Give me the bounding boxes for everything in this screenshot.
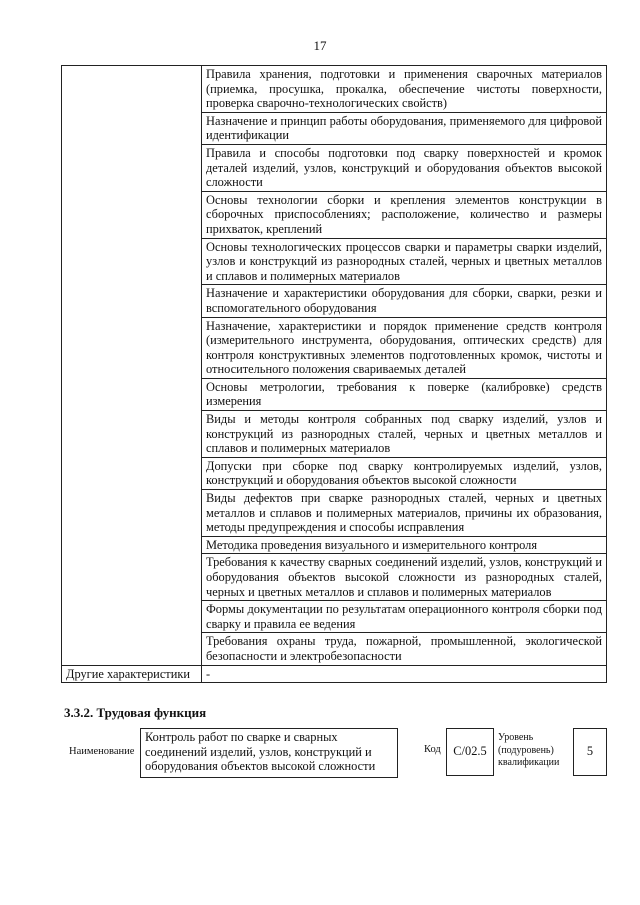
other-characteristics-value: - <box>202 665 607 683</box>
requirement-cell: Допуски при сборке под сварку контролируемых изделий, узлов, конструкций и оборудования объектов высокой сложности <box>202 457 607 489</box>
code-label: Код <box>424 744 441 755</box>
name-label: Наименование <box>69 746 135 757</box>
level-box: 5 <box>573 728 607 776</box>
requirement-cell: Назначение и характеристики оборудования для сборки, сварки, резки и вспомогательного оборудования <box>202 285 607 317</box>
code-box: С/02.5 <box>446 728 494 776</box>
level-label: Уровень (подуровень) квалификации <box>498 732 560 768</box>
requirement-cell: Правила хранения, подготовки и применения сварочных материалов (приемка, просушка, прокалка, обеспечение чистоты поверхности, проверка сварочно-технологических свойств) <box>202 66 607 113</box>
requirement-cell: Методика проведения визуального и измерительного контроля <box>202 536 607 554</box>
requirement-cell: Правила и способы подготовки под сварку поверхностей и кромок деталей изделий, узлов, конструкций и оборудования объектов высокой сложности <box>202 144 607 191</box>
section-heading: 3.3.2. Трудовая функция <box>64 705 207 720</box>
table-row <box>62 665 607 683</box>
requirements-table <box>61 65 607 683</box>
requirement-cell: Назначение, характеристики и порядок применение средств контроля (измерительного инструмента, оборудования, оптических средств) для контроля конструктивных элементов подготовленных кромок, чистоты и относительного положения свариваемых деталей <box>202 317 607 378</box>
function-name-box: Контроль работ по сварке и сварных соединений изделий, узлов, конструкций и оборудования объектов высокой сложности <box>140 728 398 778</box>
category-cell-empty <box>62 66 202 666</box>
page-number: 17 <box>313 38 327 53</box>
requirement-cell: Основы метрологии, требования к поверке (калибровке) средств измерения <box>202 378 607 410</box>
requirement-cell: Основы технологии сборки и крепления элементов конструкции в сборочных приспособлениях; расположение, количество и размеры прихваток, креплений <box>202 191 607 238</box>
requirement-cell: Основы технологических процессов сварки и параметры сварки изделий, узлов и конструкций из разнородных сталей, черных и цветных металлов и сплавов и полимерных материалов <box>202 238 607 285</box>
requirement-cell: Требования охраны труда, пожарной, промышленной, экологической безопасности и электробезопасности <box>202 633 607 665</box>
labor-function-row <box>0 728 640 778</box>
requirement-cell: Требования к качеству сварных соединений изделий, узлов, конструкций и оборудования объектов высокой сложности из разнородных сталей, черных и цветных металлов и сплавов и полимерных материалов <box>202 554 607 601</box>
requirement-cell: Виды дефектов при сварке разнородных сталей, черных и цветных металлов и сплавов и полимерных материалов, причины их образования, методы предупреждения и способы исправления <box>202 490 607 537</box>
other-characteristics-label: Другие характеристики <box>62 665 202 683</box>
requirement-cell: Виды и методы контроля собранных под сварку изделий, узлов и конструкций из разнородных сталей, черных и цветных металлов и сплавов и полимерных материалов <box>202 411 607 458</box>
requirement-cell: Назначение и принцип работы оборудования, применяемого для цифровой идентификации <box>202 112 607 144</box>
table-row <box>62 66 607 113</box>
requirement-cell: Формы документации по результатам операционного контроля сборки под сварку и правила ее ведения <box>202 601 607 633</box>
